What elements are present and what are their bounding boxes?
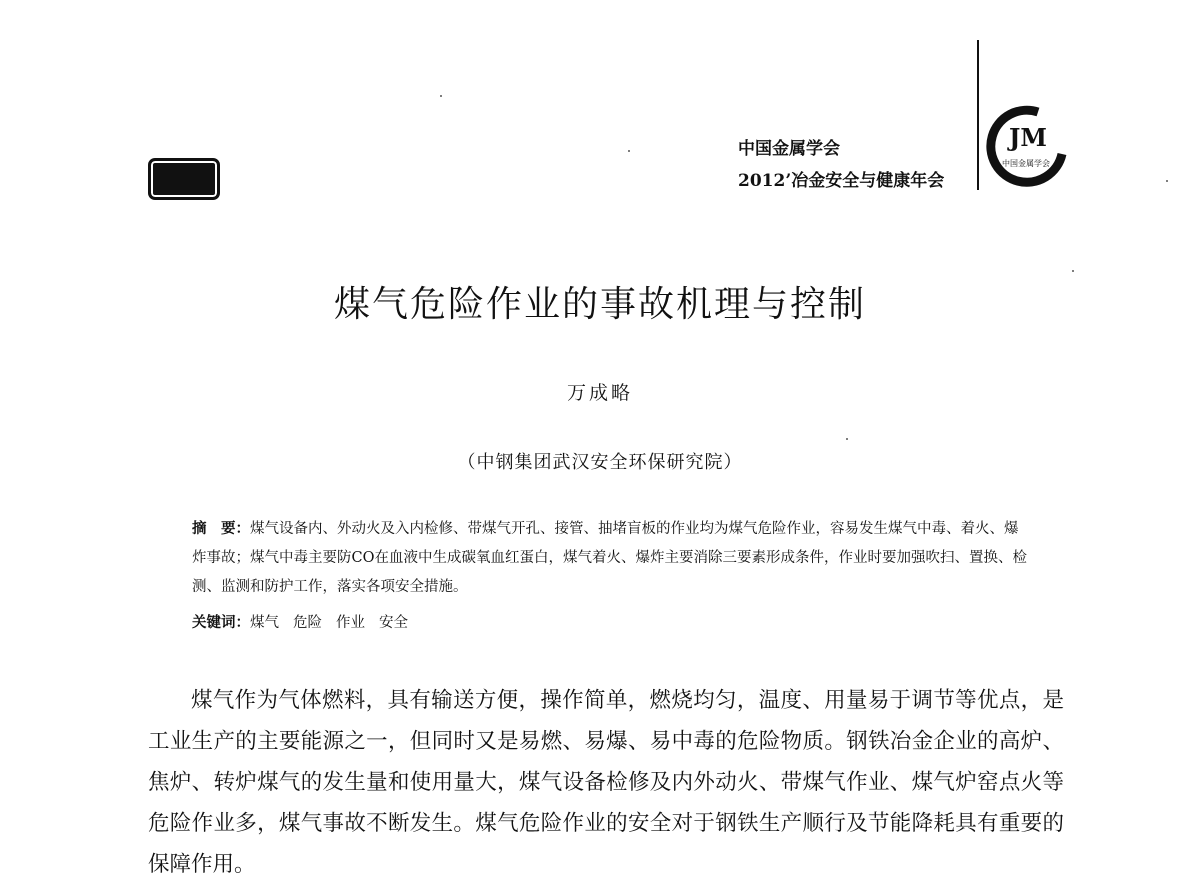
keywords xyxy=(192,608,1032,638)
paper-affiliation: （中钢集团武汉安全环保研究院） xyxy=(457,452,743,473)
redacted-label-box xyxy=(148,158,220,200)
keyword-item: 煤气 xyxy=(250,615,279,631)
scan-speck xyxy=(440,95,442,97)
abstract xyxy=(192,514,1032,602)
org-name: 中国金属学会 xyxy=(738,139,840,159)
scan-speck xyxy=(1072,270,1074,272)
logo-text: 中国金属学会 xyxy=(1002,159,1050,168)
abstract-text: 煤气设备内、外动火及入内检修、带煤气开孔、接管、抽堵盲板的作业均为煤气危险作业，容易发生煤气中毒、着火、爆炸事故；煤气中毒主要防CO在血液中生成碳氧血红蛋白，煤气着火、爆炸主要消除三要素形成条件，作业时要加强吹扫、置换、检测、监测和防护工作，落实各项安全措施。 xyxy=(192,521,1027,595)
scan-speck xyxy=(1166,180,1168,182)
keyword-item: 危险 xyxy=(293,615,322,631)
keywords-label: 关键词： xyxy=(192,614,250,631)
keyword-item: 安全 xyxy=(379,615,408,631)
logo-mark: JM xyxy=(1009,123,1047,152)
paper-author: 万成略 xyxy=(566,382,633,404)
conference-header xyxy=(738,133,974,197)
paper-title: 煤气危险作业的事故机理与控制 xyxy=(333,284,866,325)
abstract-label: 摘 要： xyxy=(192,520,250,537)
keyword-item: 作业 xyxy=(336,615,365,631)
scan-speck xyxy=(628,150,630,152)
body-paragraph: 煤气作为气体燃料，具有输送方便，操作简单，燃烧均匀，温度、用量易于调节等优点，是工业生产的主要能源之一，但同时又是易燃、易爆、易中毒的危险物质。钢铁冶金企业的高炉、焦炉、转炉煤气的发生量和使用量大，煤气设备检修及内外动火、带煤气作业、煤气炉窑点火等危险作业多，煤气事故不断发生。煤气危险作业的安全对于钢铁生产顺行及节能降耗具有重要的保障作用。 xyxy=(148,688,1064,877)
scan-speck xyxy=(846,438,848,440)
conference-name: 2012’冶金安全与健康年会 xyxy=(738,171,945,191)
header-divider xyxy=(977,40,979,190)
csm-logo-icon xyxy=(984,104,1068,188)
